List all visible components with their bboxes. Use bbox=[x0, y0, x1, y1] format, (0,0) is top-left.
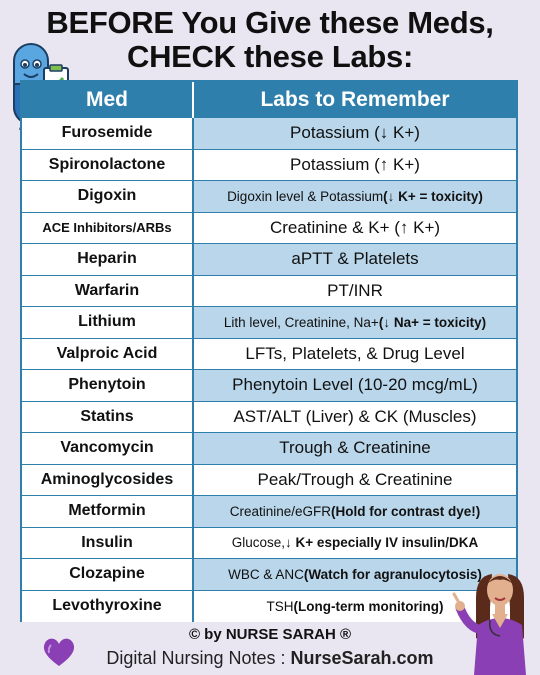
med-name: ACE Inhibitors/ARBs bbox=[22, 213, 192, 244]
lab-cell: Peak/Trough & Creatinine bbox=[194, 465, 516, 496]
med-name: Metformin bbox=[22, 496, 192, 527]
lab-cell: Potassium (↑ K+) bbox=[194, 150, 516, 181]
med-name: Aminoglycosides bbox=[22, 465, 192, 496]
table-row bbox=[22, 528, 516, 560]
header-labs: Labs to Remember bbox=[260, 88, 450, 111]
table-row bbox=[22, 433, 516, 465]
header-med: Med bbox=[86, 88, 128, 111]
med-labs-table bbox=[20, 80, 518, 622]
lab-cell: Digoxin level & Potassium (↓ K+ = toxicity) bbox=[194, 181, 516, 212]
table-row bbox=[22, 150, 516, 182]
lab-cell: Trough & Creatinine bbox=[194, 433, 516, 464]
table-row bbox=[22, 339, 516, 371]
lab-cell: Lith level, Creatinine, Na+ (↓ Na+ = toxicity) bbox=[194, 307, 516, 338]
tagline-line bbox=[0, 648, 540, 669]
table-row bbox=[22, 307, 516, 339]
med-name: Digoxin bbox=[22, 181, 192, 212]
table-row bbox=[22, 465, 516, 497]
med-name: Insulin bbox=[22, 528, 192, 559]
table-row bbox=[22, 591, 516, 623]
med-name: Heparin bbox=[22, 244, 192, 275]
table-row bbox=[22, 213, 516, 245]
lab-cell: PT/INR bbox=[194, 276, 516, 307]
lab-cell: Glucose, ↓ K+ especially IV insulin/DKA bbox=[194, 528, 516, 559]
website-link[interactable]: NurseSarah.com bbox=[290, 648, 434, 668]
table-row bbox=[22, 496, 516, 528]
lab-cell: Phenytoin Level (10-20 mcg/mL) bbox=[194, 370, 516, 401]
lab-cell: LFTs, Platelets, & Drug Level bbox=[194, 339, 516, 370]
table-body bbox=[22, 118, 516, 622]
table-row bbox=[22, 370, 516, 402]
med-name: Phenytoin bbox=[22, 370, 192, 401]
table-row bbox=[22, 244, 516, 276]
lab-cell: TSH (Long-term monitoring) bbox=[194, 591, 516, 623]
table-row bbox=[22, 118, 516, 150]
title-line-1: BEFORE You Give these Meds, bbox=[46, 5, 494, 40]
lab-cell: AST/ALT (Liver) & CK (Muscles) bbox=[194, 402, 516, 433]
med-name: Lithium bbox=[22, 307, 192, 338]
med-name: Spironolactone bbox=[22, 150, 192, 181]
title-line-2: CHECK these Labs: bbox=[126, 39, 413, 74]
table-row bbox=[22, 181, 516, 213]
page-title bbox=[0, 6, 540, 74]
lab-cell: WBC & ANC (Watch for agranulocytosis) bbox=[194, 559, 516, 590]
med-name: Levothyroxine bbox=[22, 591, 192, 623]
med-name: Furosemide bbox=[22, 118, 192, 149]
med-name: Clozapine bbox=[22, 559, 192, 590]
med-name: Vancomycin bbox=[22, 433, 192, 464]
table-row bbox=[22, 402, 516, 434]
med-name: Statins bbox=[22, 402, 192, 433]
lab-cell: Creatinine/eGFR (Hold for contrast dye!) bbox=[194, 496, 516, 527]
med-name: Valproic Acid bbox=[22, 339, 192, 370]
lab-cell: Potassium (↓ K+) bbox=[194, 118, 516, 149]
lab-cell: Creatinine & K+ (↑ K+) bbox=[194, 213, 516, 244]
tagline-text: Digital Nursing Notes : bbox=[106, 648, 291, 668]
table-row bbox=[22, 276, 516, 308]
lab-cell: aPTT & Platelets bbox=[194, 244, 516, 275]
med-name: Warfarin bbox=[22, 276, 192, 307]
credit-line: © by NURSE SARAH ® bbox=[188, 626, 352, 643]
table-header bbox=[22, 82, 516, 118]
table-row bbox=[22, 559, 516, 591]
